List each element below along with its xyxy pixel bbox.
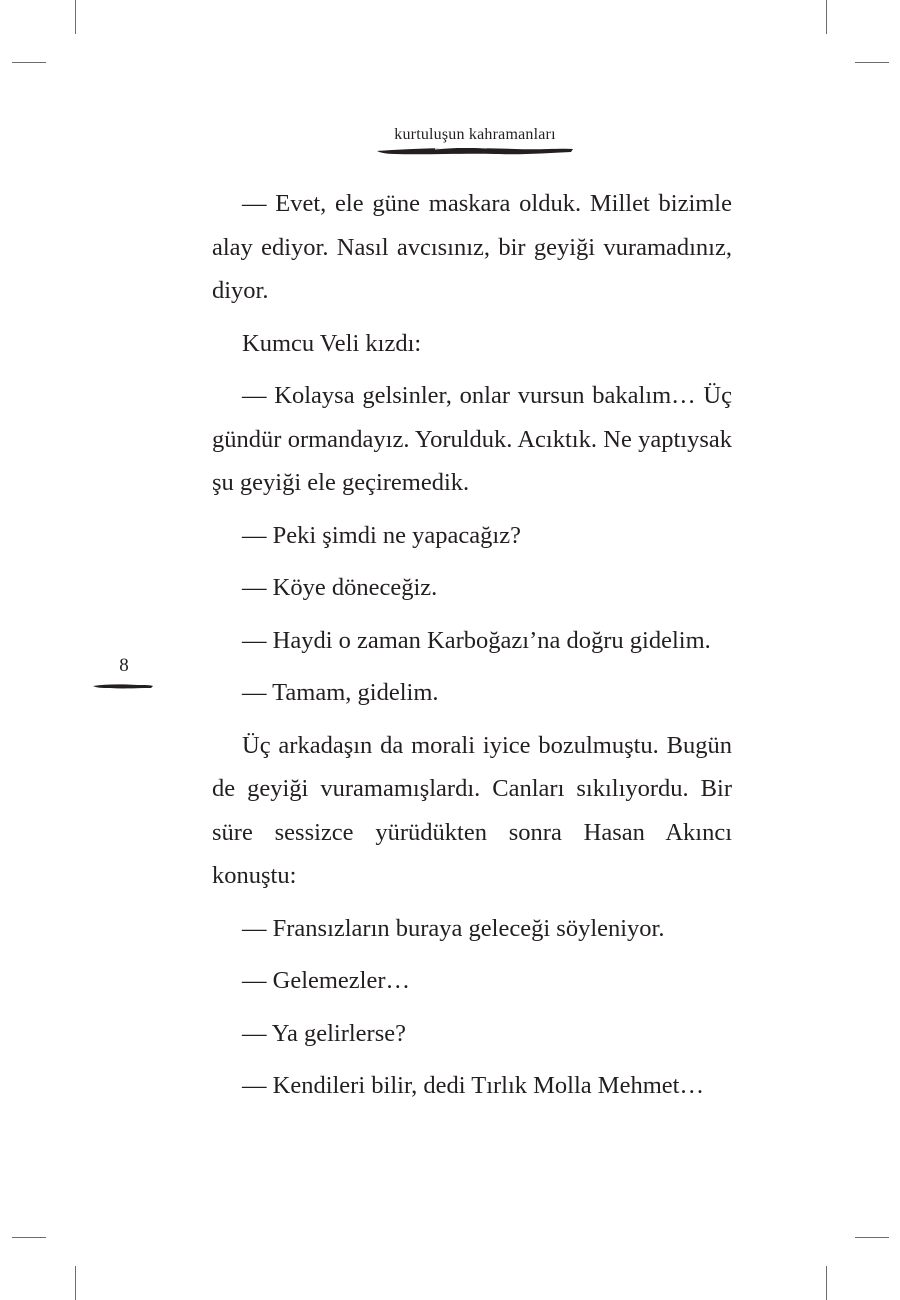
- paragraph: — Tamam, gidelim.: [242, 679, 439, 706]
- paragraph: Kumcu Veli kızdı:: [242, 329, 422, 357]
- paragraph: — Gelemezler…: [242, 967, 411, 994]
- crop-mark-left-top: [12, 62, 46, 63]
- page-number-block: [88, 654, 158, 696]
- crop-mark-left-bottom: [12, 1237, 46, 1238]
- crop-mark-bottom-left: [75, 1266, 76, 1300]
- paragraph: — Evet, ele güne maskara olduk. Millet bizimle alay ediyor. Nasıl avcısınız, bir geyiği vuramadınız, diyor.: [212, 190, 732, 304]
- crop-mark-top-left: [75, 0, 76, 34]
- brush-stroke-ornament: [375, 145, 575, 157]
- crop-mark-bottom-right: [826, 1266, 827, 1300]
- crop-mark-right-top: [855, 62, 889, 63]
- paragraph: — Köye döneceğiz.: [242, 574, 438, 601]
- paragraph: — Peki şimdi ne yapacağız?: [242, 521, 521, 549]
- paragraph: — Fransızların buraya geleceği söyleniyor.: [242, 914, 665, 942]
- running-head-title: kurtuluşun kahramanları: [394, 126, 556, 143]
- running-head: [340, 125, 610, 157]
- crop-mark-right-bottom: [855, 1237, 889, 1238]
- paragraph: — Kendileri bilir, dedi Tırlık Molla Mehmet…: [242, 1072, 704, 1099]
- paragraph: — Haydi o zaman Karboğazı’na doğru gidelim.: [242, 626, 711, 654]
- paragraph: — Kolaysa gelsinler, onlar vursun bakalım… Üç gündür ormandayız. Yorulduk. Acıktık. Ne yaptıysak şu geyiği ele geçiremedik.: [212, 382, 732, 496]
- body-text: [212, 182, 732, 1117]
- page-number: 8: [119, 655, 129, 676]
- paragraph: — Ya gelirlerse?: [242, 1019, 406, 1047]
- paragraph: Üç arkadaşın da morali iyice bozulmuştu. Bugün de geyiği vuramamışlardı. Canları sıkılıyordu. Bir süre sessizce yürüdükten sonra Hasan Akıncı konuştu:: [212, 731, 732, 889]
- brush-stroke-ornament: [92, 681, 154, 691]
- crop-mark-top-right: [826, 0, 827, 34]
